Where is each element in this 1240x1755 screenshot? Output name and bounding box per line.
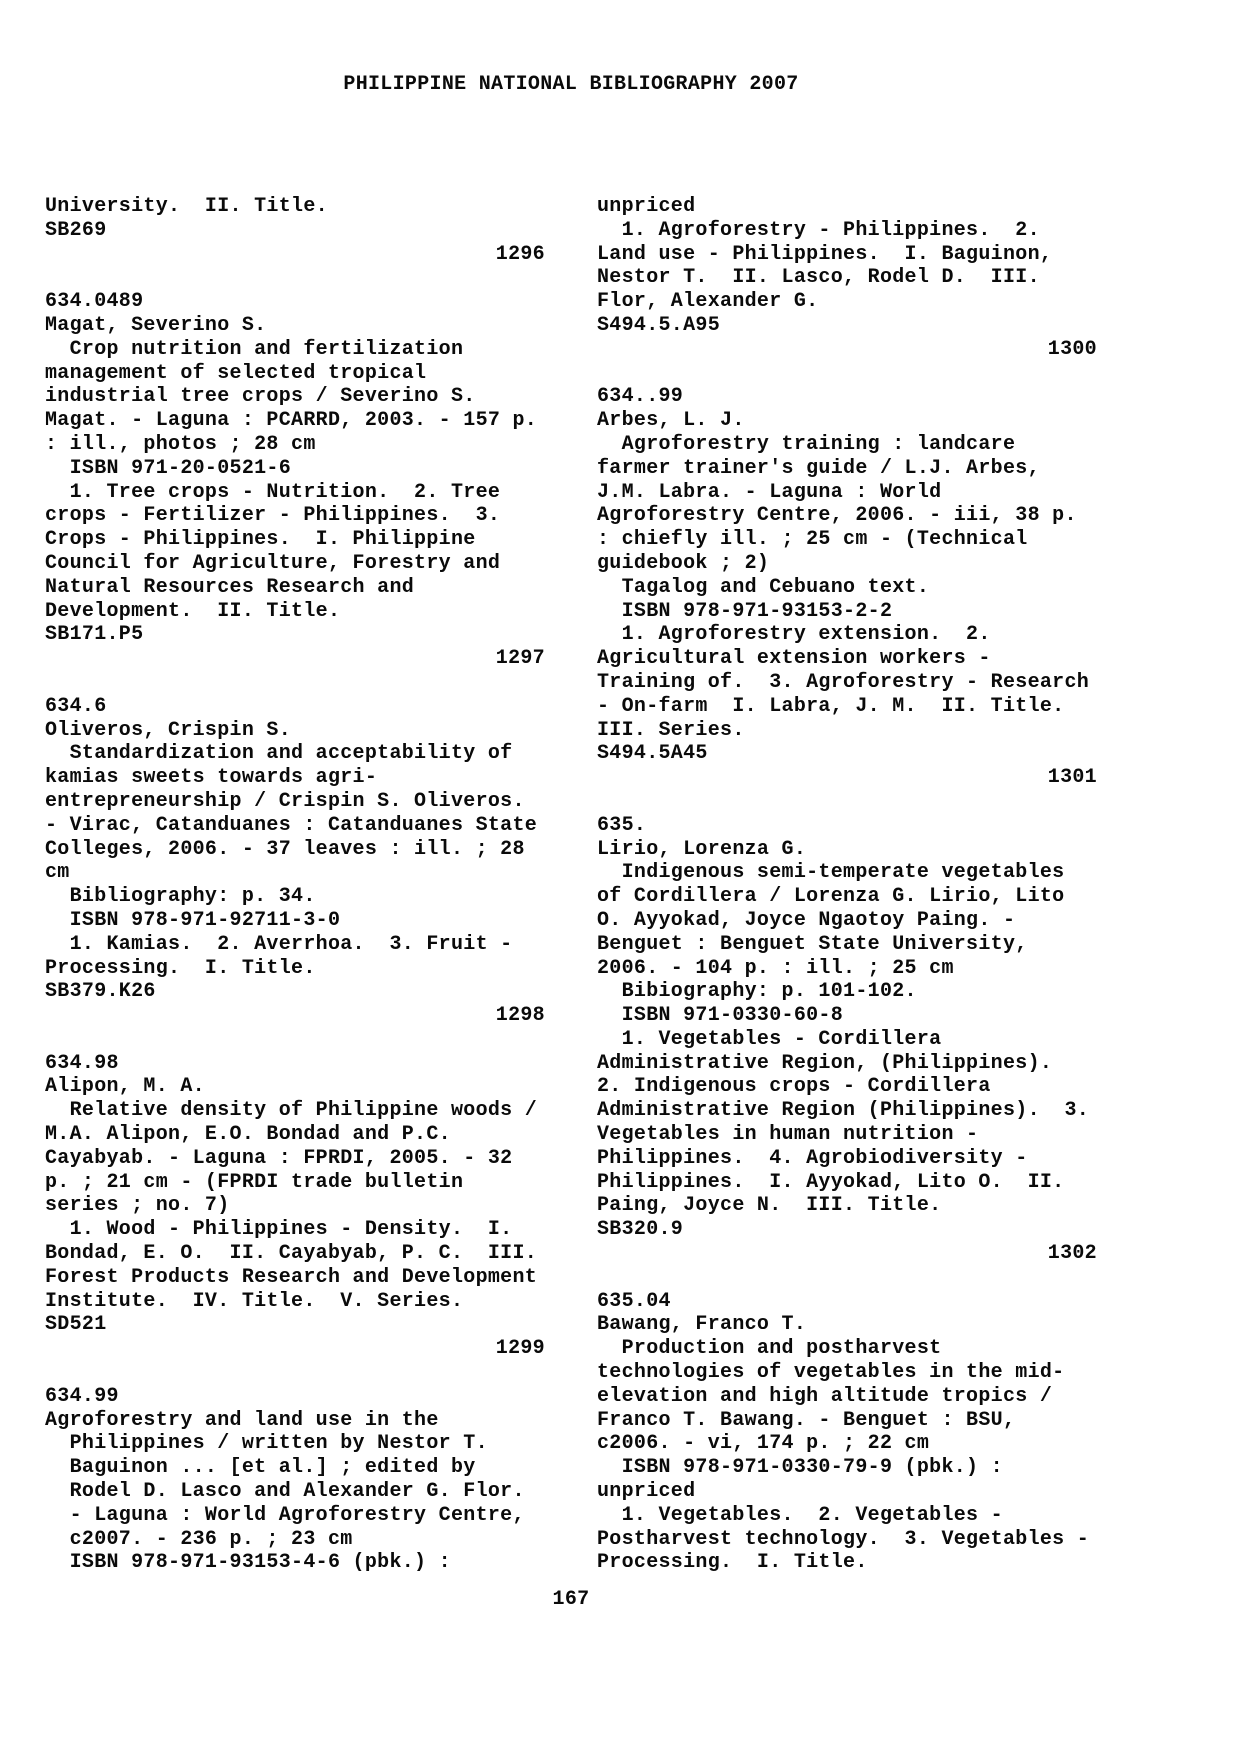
right-column: [597, 195, 1097, 1575]
entry-line: p. ; 21 cm - (FPRDI trade bulletin: [45, 1170, 464, 1194]
entry-line: SB320.9: [597, 1218, 684, 1242]
left-column: [45, 195, 545, 1575]
entry-line: Bondad, E. O. II. Cayabyab, P. C. III.: [45, 1242, 538, 1266]
entry-line: ISBN 978-971-0330-79-9 (pbk.) :: [597, 1456, 1003, 1480]
running-header: PHILIPPINE NATIONAL BIBLIOGRAPHY 2007: [343, 73, 799, 96]
entry-line: Institute. IV. Title. V. Series.: [45, 1289, 464, 1313]
bib-entry: [597, 814, 1097, 1266]
entry-separator: [45, 671, 545, 695]
entry-line: - Virac, Catanduanes : Catanduanes State: [45, 813, 538, 837]
entry-line: Baguinon ... [et al.] ; edited by: [45, 1456, 476, 1480]
entry-line: management of selected tropical: [45, 361, 427, 385]
record-number: 1299: [495, 1337, 545, 1361]
entry-line: 1. Tree crops - Nutrition. 2. Tree: [45, 480, 501, 504]
entry-line: 1. Kamias. 2. Averrhoa. 3. Fruit -: [45, 932, 513, 956]
class-number: 634.0489: [45, 290, 144, 314]
entry-line: J.M. Labra. - Laguna : World: [597, 480, 942, 504]
record-number: 1301: [1047, 766, 1097, 790]
record-number: 1298: [495, 1004, 545, 1028]
entry-line: guidebook ; 2): [597, 551, 770, 575]
entry-line: - Laguna : World Agroforestry Centre,: [45, 1503, 525, 1527]
entry-line: SB269: [45, 218, 107, 242]
record-number: 1300: [1047, 337, 1097, 361]
entry-line: Bawang, Franco T.: [597, 1313, 807, 1337]
entry-line: farmer trainer's guide / L.J. Arbes,: [597, 456, 1040, 480]
record-number: 1296: [495, 242, 545, 266]
entry-line: Agricultural extension workers -: [597, 647, 991, 671]
entry-line: Production and postharvest: [597, 1337, 942, 1361]
entry-line: University. II. Title.: [45, 195, 328, 218]
entry-line: Natural Resources Research and: [45, 575, 415, 599]
class-number: 634..99: [597, 385, 684, 409]
entry-line: 1. Agroforestry extension. 2.: [597, 623, 991, 647]
entry-line: Philippines. 4. Agrobiodiversity -: [597, 1146, 1028, 1170]
entry-separator: [597, 1266, 1097, 1290]
entry-line: Bibliography: p. 34.: [45, 885, 316, 909]
record-number: 1297: [495, 647, 545, 671]
bib-entry: [45, 195, 545, 266]
entry-line: : ill., photos ; 28 cm: [45, 432, 316, 456]
entry-line: Administrative Region (Philippines). 3.: [597, 1099, 1090, 1123]
entry-line: Postharvest technology. 3. Vegetables -: [597, 1527, 1090, 1551]
entry-line: ISBN 978-971-93153-2-2: [597, 599, 893, 623]
entry-line: unpriced: [597, 1480, 696, 1504]
entry-separator: [45, 1028, 545, 1052]
class-number: 634.98: [45, 1051, 119, 1075]
entry-line: technologies of vegetables in the mid-: [597, 1361, 1065, 1385]
class-number: 635.: [597, 813, 647, 837]
entry-line: 1. Wood - Philippines - Density. I.: [45, 1218, 513, 1242]
entry-line: c2006. - vi, 174 p. ; 22 cm: [597, 1432, 930, 1456]
entry-line: Agroforestry Centre, 2006. - iii, 38 p.: [597, 504, 1077, 528]
entry-line: O. Ayyokad, Joyce Ngaotoy Paing. -: [597, 908, 1016, 932]
entry-line: ISBN 978-971-93153-4-6 (pbk.) :: [45, 1551, 451, 1575]
entry-line: III. Series.: [597, 718, 745, 742]
bib-entry: [45, 1052, 545, 1361]
entry-line: Processing. I. Title.: [597, 1551, 868, 1575]
entry-line: Arbes, L. J.: [597, 409, 745, 433]
entry-line: Nestor T. II. Lasco, Rodel D. III.: [597, 266, 1040, 290]
entry-line: 1. Agroforestry - Philippines. 2.: [597, 218, 1040, 242]
entry-line: Franco T. Bawang. - Benguet : BSU,: [597, 1408, 1016, 1432]
entry-line: Agroforestry training : landcare: [597, 432, 1016, 456]
entry-line: Tagalog and Cebuano text.: [597, 575, 930, 599]
entry-line: Benguet : Benguet State University,: [597, 932, 1028, 956]
entry-line: industrial tree crops / Severino S.: [45, 385, 476, 409]
entry-line: SB379.K26: [45, 980, 156, 1004]
entry-line: Bibiography: p. 101-102.: [597, 980, 917, 1004]
bib-entry: [45, 695, 545, 1028]
entry-line: Council for Agriculture, Forestry and: [45, 551, 501, 575]
entry-line: - On-farm I. Labra, J. M. II. Title.: [597, 694, 1065, 718]
entry-line: Vegetables in human nutrition -: [597, 1123, 979, 1147]
entry-line: Land use - Philippines. I. Baguinon,: [597, 242, 1053, 266]
entry-line: Alipon, M. A.: [45, 1075, 205, 1099]
entry-line: entrepreneurship / Crispin S. Oliveros.: [45, 789, 525, 813]
entry-line: S494.5.A95: [597, 313, 721, 337]
entry-line: Colleges, 2006. - 37 leaves : ill. ; 28: [45, 837, 525, 861]
entry-line: Indigenous semi-temperate vegetables: [597, 861, 1065, 885]
entry-line: Relative density of Philippine woods /: [45, 1099, 538, 1123]
entry-line: 1. Vegetables - Cordillera: [597, 1027, 942, 1051]
entry-line: SB171.P5: [45, 623, 144, 647]
entry-line: crops - Fertilizer - Philippines. 3.: [45, 504, 501, 528]
page-number: 167: [552, 1588, 590, 1611]
entry-line: Magat. - Laguna : PCARRD, 2003. - 157 p.: [45, 409, 538, 433]
entry-line: ISBN 978-971-92711-3-0: [45, 908, 341, 932]
entry-line: series ; no. 7): [45, 1194, 230, 1218]
entry-line: Crops - Philippines. I. Philippine: [45, 528, 476, 552]
entry-line: S494.5A45: [597, 742, 708, 766]
bib-entry: [45, 290, 545, 671]
entry-line: : chiefly ill. ; 25 cm - (Technical: [597, 528, 1028, 552]
record-number: 1302: [1047, 1242, 1097, 1266]
class-number: 634.6: [45, 694, 107, 718]
entry-line: elevation and high altitude tropics /: [597, 1384, 1053, 1408]
entry-separator: [45, 1361, 545, 1385]
entry-line: Flor, Alexander G.: [597, 290, 819, 314]
entry-line: ISBN 971-0330-60-8: [597, 1004, 844, 1028]
entry-line: cm: [45, 861, 70, 885]
entry-line: Administrative Region, (Philippines).: [597, 1051, 1053, 1075]
entry-line: of Cordillera / Lorenza G. Lirio, Lito: [597, 885, 1065, 909]
entry-line: Agroforestry and land use in the: [45, 1408, 439, 1432]
entry-line: Lirio, Lorenza G.: [597, 837, 807, 861]
entry-line: Magat, Severino S.: [45, 313, 267, 337]
entry-line: 2. Indigenous crops - Cordillera: [597, 1075, 991, 1099]
entry-line: Cayabyab. - Laguna : FPRDI, 2005. - 32: [45, 1146, 513, 1170]
entry-separator: [45, 266, 545, 290]
class-number: 635.04: [597, 1289, 671, 1313]
entry-line: Standardization and acceptability of: [45, 742, 513, 766]
entry-line: c2007. - 236 p. ; 23 cm: [45, 1527, 353, 1551]
entry-line: kamias sweets towards agri-: [45, 766, 378, 790]
class-number: 634.99: [45, 1384, 119, 1408]
entry-separator: [597, 362, 1097, 386]
entry-line: 2006. - 104 p. : ill. ; 25 cm: [597, 956, 954, 980]
entry-line: Rodel D. Lasco and Alexander G. Flor.: [45, 1480, 525, 1504]
bib-entry: [45, 1385, 545, 1575]
entry-line: Philippines. I. Ayyokad, Lito O. II.: [597, 1170, 1065, 1194]
bib-entry: [597, 195, 1097, 362]
entry-line: Philippines / written by Nestor T.: [45, 1432, 488, 1456]
entry-line: Crop nutrition and fertilization: [45, 337, 464, 361]
entry-line: Training of. 3. Agroforestry - Research: [597, 670, 1090, 694]
entry-line: Development. II. Title.: [45, 599, 341, 623]
bib-entry: [597, 385, 1097, 790]
entry-line: 1. Vegetables. 2. Vegetables -: [597, 1503, 1003, 1527]
entry-line: M.A. Alipon, E.O. Bondad and P.C.: [45, 1123, 451, 1147]
entry-line: Processing. I. Title.: [45, 956, 316, 980]
bib-entry: [597, 1290, 1097, 1576]
entry-line: Forest Products Research and Development: [45, 1265, 538, 1289]
entry-line: Oliveros, Crispin S.: [45, 718, 292, 742]
entry-line: ISBN 971-20-0521-6: [45, 456, 292, 480]
entry-separator: [597, 790, 1097, 814]
entry-line: Paing, Joyce N. III. Title.: [597, 1194, 942, 1218]
entry-line: unpriced: [597, 195, 696, 218]
entry-line: SD521: [45, 1313, 107, 1337]
